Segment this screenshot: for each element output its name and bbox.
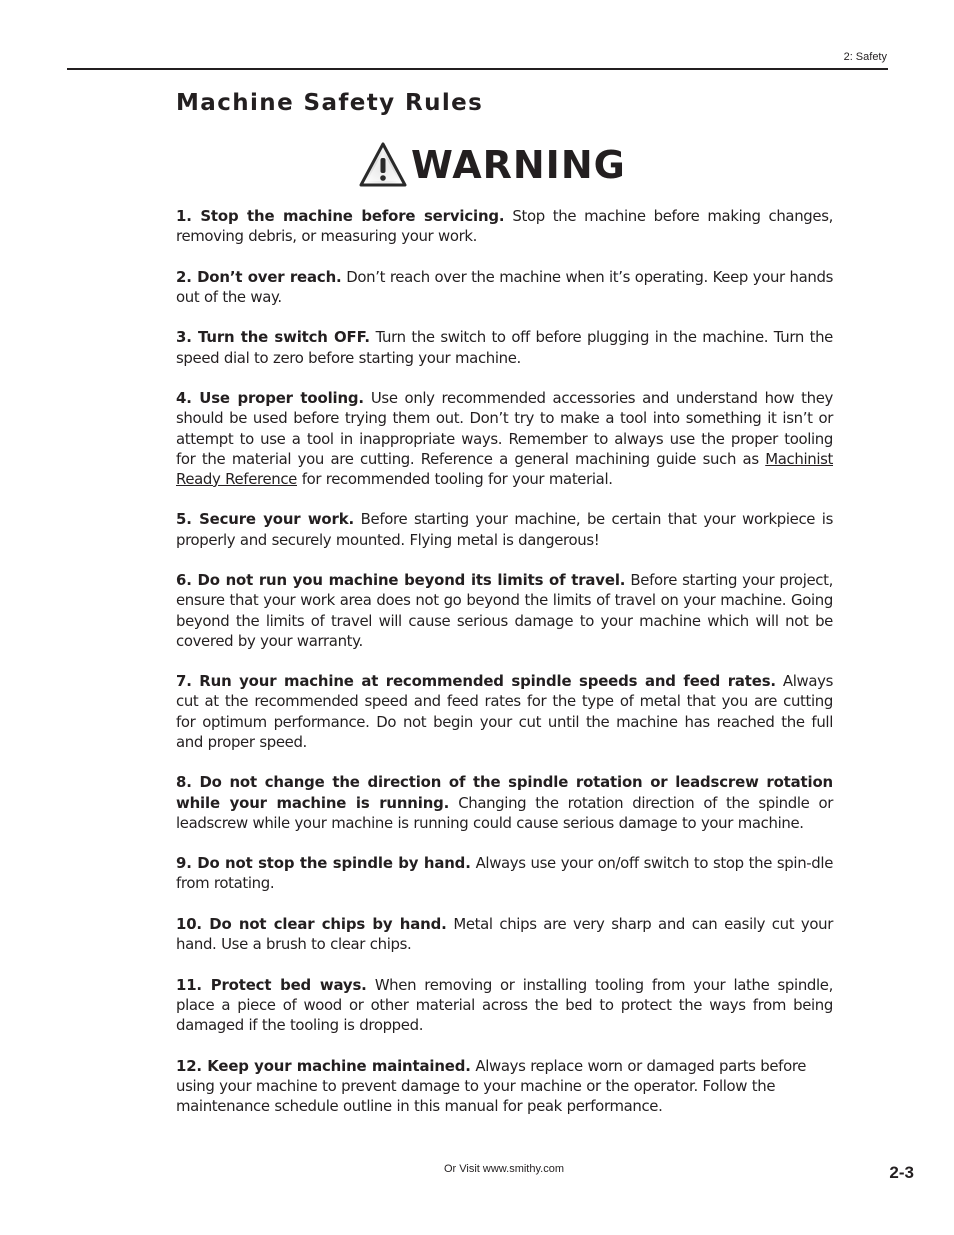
rule-item [176, 853, 833, 893]
rule-heading: 8. Do not change the direction of the spindle rotation or leadscrew rotation while your machine is running. [176, 773, 833, 812]
rule-item [176, 327, 833, 367]
rule-text: Don’t reach over the machine when it’s operating. Keep your hands out of the way. [176, 267, 834, 306]
rule-text: Changing the rotation direction of the spindle or leadscrew while your machine is running could cause serious damage to your machine. [176, 793, 833, 832]
rule-item [176, 206, 833, 246]
rule-heading: 5. Secure your work. [176, 510, 354, 529]
warning-triangle-icon [359, 141, 407, 189]
rule-text: Before starting your project, ensure that your work area does not go beyond the limits of travel on your machine. Going beyond the limits of travel will cause serious damage to your machine which will not be covered by your warranty. [176, 571, 834, 650]
running-header: 2: Safety [843, 51, 887, 63]
safety-rules-list [176, 206, 833, 1136]
rule-heading: 7. Run your machine at recommended spindle speeds and feed rates. [176, 672, 776, 691]
rule-text: Stop the machine before making changes, removing debris, or measuring your work. [176, 207, 834, 246]
rule-text-tail: for recommended tooling for your material. [301, 469, 613, 488]
rule-item [176, 267, 833, 307]
rule-text: Always cut at the recommended speed and feed rates for the type of metal that you are cutting for optimum performance. Do not begin your cut until the machine has reached the full and proper speed. [176, 672, 834, 751]
rule-text: When removing or installing tooling from your lathe spindle, place a piece of wood or other material across the bed to protect the ways from being damaged if the tooling is dropped. [176, 975, 833, 1035]
rule-heading: 11. Protect bed ways. [176, 975, 367, 994]
rule-heading: 6. Do not run you machine beyond its limits of travel. [176, 571, 626, 590]
warning-heading: WARNING [411, 143, 626, 187]
reference-title: Machinist Ready Reference [176, 449, 834, 488]
page-title: Machine Safety Rules [176, 90, 484, 116]
rule-heading: 9. Do not stop the spindle by hand. [176, 854, 471, 873]
rule-item [176, 975, 833, 1036]
rule-text: Metal chips are very sharp and can easily cut your hand. Use a brush to clear chips. [176, 914, 833, 954]
rule-item [176, 1056, 833, 1117]
rule-heading: 10. Do not clear chips by hand. [176, 914, 447, 933]
rule-text: Always use your on/off switch to stop the spin-dle from rotating. [176, 854, 834, 893]
rule-item [176, 388, 833, 489]
rule-item [176, 914, 833, 954]
rule-text: Use only recommended accessories and understand how they should be used before trying them out. Don’t try to make a tool into something it isn’t or attempt to use a tool in inappropriate ways. Remember to always use the proper tooling for the material you are cutting. Reference a general machining guide such as [176, 389, 834, 468]
rule-heading: 3. Turn the switch OFF. [176, 328, 370, 347]
rule-item [176, 772, 833, 833]
rule-heading: 4. Use proper tooling. [176, 389, 364, 408]
footer-website: Or Visit www.smithy.com [444, 1163, 564, 1175]
rule-item [176, 570, 833, 651]
rule-item [176, 671, 833, 752]
rule-text: Before starting your machine, be certain that your workpiece is properly and securely mounted. Flying metal is dangerous! [176, 510, 833, 549]
rule-item [176, 509, 833, 549]
rule-text: Turn the switch to off before plugging in the machine. Turn the speed dial to zero before starting your machine. [176, 328, 833, 367]
rule-heading: 12. Keep your machine maintained. [176, 1056, 471, 1075]
rule-heading: 1. Stop the machine before servicing. [176, 207, 505, 225]
rule-heading: 2. Don’t over reach. [176, 267, 342, 286]
page-number: 2-3 [889, 1163, 914, 1182]
rule-text: Always replace worn or damaged parts before using your machine to prevent damage to your machine or the operator. Follow the maintenance schedule outline in this manual for peak performance. [176, 1056, 807, 1115]
warning-banner [359, 140, 626, 190]
header-divider [67, 68, 888, 70]
